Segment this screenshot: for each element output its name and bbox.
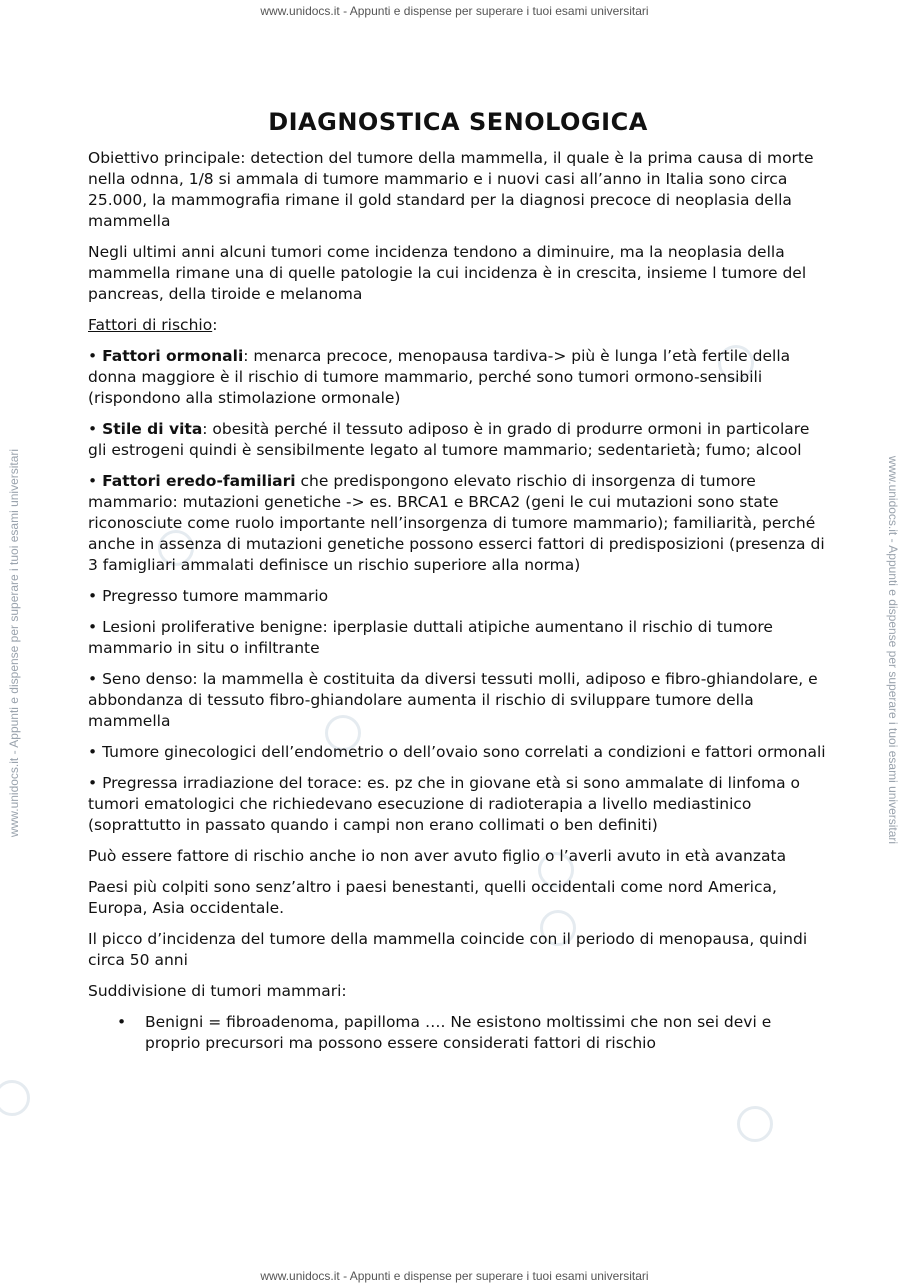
risk-factor-hormonal-text: : menarca precoce, menopausa tardiva-> più è lunga l’età fertile della donna maggiore è il rischio di tumore mammario, perché sono tumori ormono-sensibili (rispondono alla stimolazione ormonale) [88, 347, 791, 407]
risk-factor-previous-tumor: • Pregresso tumore mammario [88, 587, 329, 605]
paragraph-objective: Obiettivo principale: detection del tumore della mammella, il quale è la prima causa di morte nella odnna, 1/8 si ammala di tumore mammario e i nuovi casi all’anno in Italia sono circa 25.000, la mammografia rimane il gold standard per la diagnosi precoce di neoplasia della mammella [88, 149, 814, 230]
bullet: • [88, 472, 103, 490]
risk-factors-heading [88, 315, 828, 336]
risk-factor-irradiation: • Pregressa irradiazione del torace: es. pz che in giovane età si sono ammalate di linfoma o tumori ematologici che richiedevano esecuzione di radioterapia a livello mediastinico (soprattutto in passato quando i campi non erano collimati o ben definiti) [88, 774, 801, 834]
risk-factor-hormonal [88, 346, 828, 409]
risk-factor-hereditary-title: Fattori eredo-familiari [102, 472, 296, 490]
list-item: • Benigni = fibroadenoma, papilloma …. Ne esistono moltissimi che non sei devi e proprio precursori ma possono essere considerati fattori di rischio [145, 1012, 828, 1054]
left-side-watermark: www.unidocs.it - Appunti e dispense per superare i tuoi esami universitari [7, 448, 21, 838]
risk-factor-dense-breast: • Seno denso: la mammella è costituita da diversi tessuti molli, adiposo e fibro-ghiandolare, e abbondanza di tessuto fibro-ghiandolare aumenta il rischio di sviluppare tumore della mammella [88, 670, 818, 730]
risk-factor-lifestyle-text: : obesità perché il tessuto adiposo è in grado di produrre ormoni in particolare gli estrogeni quindi è sensibilmente legato al tumore mammario; sedentarietà; fumo; alcool [88, 420, 810, 459]
risk-factor-hereditary [88, 471, 828, 576]
bullet: • [88, 347, 103, 365]
tumor-types-list [88, 1012, 828, 1054]
paragraph-peak-incidence: Il picco d’incidenza del tumore della mammella coincide con il periodo di menopausa, quindi circa 50 anni [88, 930, 808, 969]
watermark-logo-icon [737, 1106, 773, 1142]
document-title: DIAGNOSTICA SENOLOGICA [268, 108, 648, 136]
risk-factor-lifestyle [88, 419, 828, 461]
paragraph-subdivision: Suddivisione di tumori mammari: [88, 982, 347, 1000]
document-body [88, 108, 828, 1054]
risk-factor-lifestyle-title: Stile di vita [102, 420, 203, 438]
paragraph-children: Può essere fattore di rischio anche io non aver avuto figlio o l’averli avuto in età avanzata [88, 847, 787, 865]
risk-factor-hereditary-text: che predispongono elevato rischio di insorgenza di tumore mammario: mutazioni genetiche -> es. BRCA1 e BRCA2 (geni le cui mutazioni sono state riconosciute come ruolo importante nell’insorgenza di tumore mammario); familiarità, perché anche in assenza di mutazioni genetiche possono esserci fattori di predisposizioni (presenza di 3 famigliari ammalati definisce un rischio superiore alla norma) [88, 472, 825, 574]
risk-factor-gynecological: • Tumore ginecologici dell’endometrio o dell’ovaio sono correlati a condizioni e fattori ormonali [88, 743, 826, 761]
risk-factor-benign-lesions: • Lesioni proliferative benigne: iperplasie duttali atipiche aumentano il rischio di tumore mammario in situ o infiltrante [88, 618, 773, 657]
risk-factors-heading-text: Fattori di rischio [88, 316, 213, 334]
page-header-watermark: www.unidocs.it - Appunti e dispense per superare i tuoi esami universitari [260, 4, 649, 18]
paragraph-countries: Paesi più colpiti sono senz’altro i paesi benestanti, quelli occidentali come nord America, Europa, Asia occidentale. [88, 878, 777, 917]
paragraph-incidence: Negli ultimi anni alcuni tumori come incidenza tendono a diminuire, ma la neoplasia della mammella rimane una di quelle patologie la cui incidenza è in crescita, insieme l tumore del pancreas, della tiroide e melanoma [88, 243, 807, 303]
watermark-logo-icon [0, 1080, 30, 1116]
risk-factor-hormonal-title: Fattori ormonali [102, 347, 244, 365]
right-side-watermark: www.unidocs.it - Appunti e dispense per superare i tuoi esami universitari [886, 455, 900, 845]
bullet: • [88, 420, 103, 438]
risk-factors-heading-colon: : [212, 316, 218, 334]
page-footer-watermark: www.unidocs.it - Appunti e dispense per superare i tuoi esami universitari [260, 1269, 649, 1283]
